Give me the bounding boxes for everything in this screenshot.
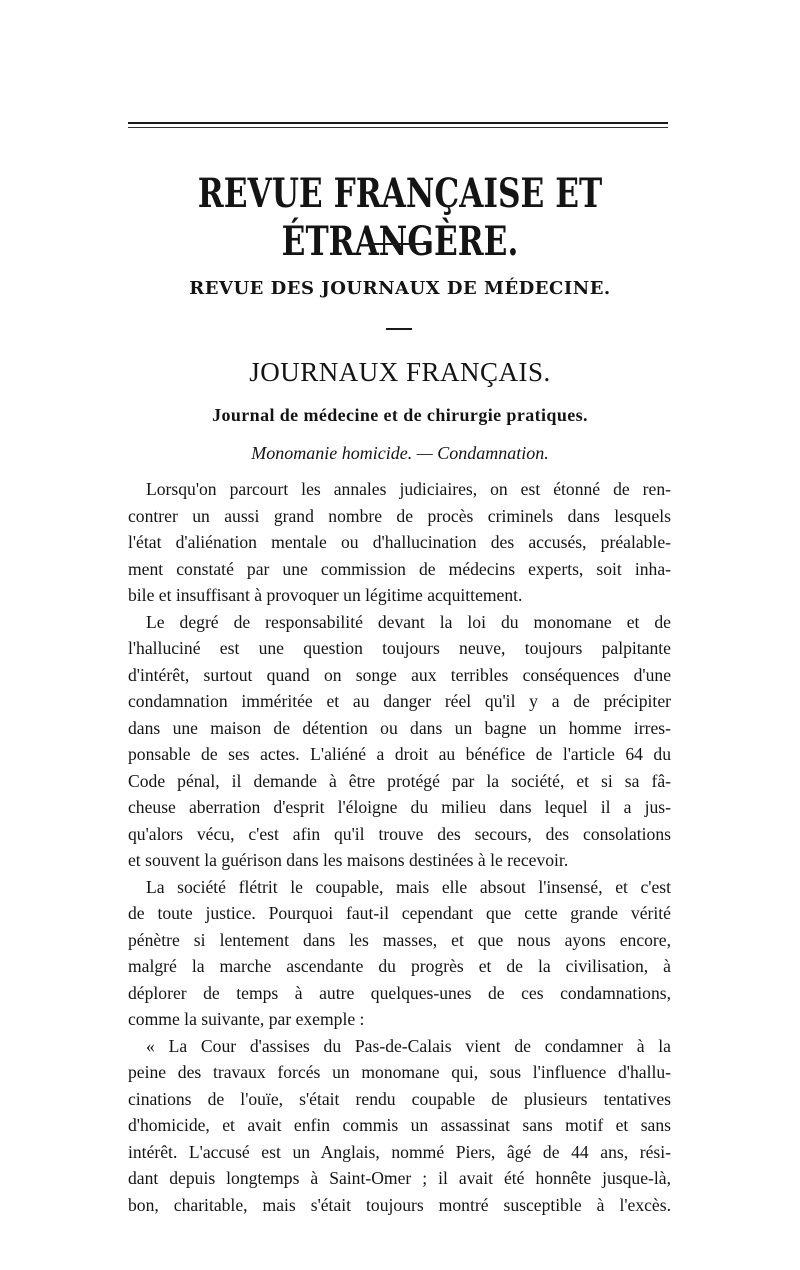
text-line: de toute justice. Pourquoi faut-il cependant que cette grande vérité (128, 903, 671, 923)
text-line: et souvent la guérison dans les maisons destinées à le recevoir. (128, 850, 569, 870)
text-line: condamnation imméritée et au danger réel qu'il y a de précipiter (128, 691, 671, 711)
main-title: REVUE FRANÇAISE ET ÉTRANGÈRE. (197, 170, 603, 265)
article-body (128, 476, 671, 1218)
text-line: l'halluciné est une question toujours neuve, toujours palpitante (128, 638, 671, 658)
header-rule-thin (128, 127, 668, 128)
text-line: dant depuis longtemps à Saint-Omer ; il avait été honnête jusque-là, (128, 1168, 671, 1188)
text-line: comme la suivante, par exemple : (128, 1009, 365, 1029)
text-line: La société flétrit le coupable, mais elle absout l'insensé, et c'est (146, 876, 671, 897)
text-line: peine des travaux forcés un monomane qui, sous l'influence d'hallu- (128, 1062, 671, 1082)
text-line: « La Cour d'assises du Pas-de-Calais vient de condamner à la (146, 1035, 671, 1056)
journal-name: Journal de médecine et de chirurgie pratiques. (212, 405, 588, 425)
text-line: pénètre si lentement dans les masses, et que nous ayons encore, (128, 929, 671, 950)
text-line: contrer un aussi grand nombre de procès criminels dans lesquels (128, 505, 671, 526)
text-line: Lorsqu'on parcourt les annales judiciaires, on est étonné de ren- (146, 479, 671, 499)
title-separator (370, 243, 430, 245)
journals-title: JOURNAUX FRANÇAIS. (249, 357, 551, 387)
text-line: déplorer de temps à autre quelques-unes de ces condamnations, (128, 982, 671, 1003)
text-line: cinations de l'ouïe, s'était rendu coupable de plusieurs tentatives (128, 1088, 671, 1109)
text-line: d'intérêt, surtout quand on songe aux terribles conséquences d'une (128, 664, 671, 685)
text-line: l'état d'aliénation mentale ou d'hallucination des accusés, préalable- (128, 532, 671, 552)
text-line: ment constaté par une commission de médecins experts, soit inha- (128, 558, 671, 579)
text-line: d'homicide, et avait enfin commis un assassinat sans motif et sans (128, 1115, 671, 1135)
text-line: Le degré de responsabilité devant la loi du monomane et de (146, 611, 671, 632)
article-title: Monomanie homicide. — Condamnation. (251, 443, 549, 463)
section-title: REVUE DES JOURNAUX DE MÉDECINE. (189, 278, 611, 299)
text-line: cheuse aberration d'esprit l'éloigne du milieu dans lequel il a jus- (128, 797, 671, 817)
text-line: malgré la marche ascendante du progrès et de la civilisation, à (128, 956, 671, 976)
text-line: intérêt. L'accusé est un Anglais, nommé Piers, âgé de 44 ans, rési- (128, 1141, 671, 1162)
text-line: bile et insuffisant à provoquer un légitime acquittement. (128, 585, 523, 605)
section-separator (386, 328, 412, 330)
text-line: bon, charitable, mais s'était toujours montré susceptible à l'excès. (128, 1194, 671, 1215)
text-line: dans une maison de détention ou dans un bagne un homme irres- (128, 717, 671, 738)
text-line: ponsable de ses actes. L'aliéné a droit au bénéfice de l'article 64 du (128, 744, 671, 764)
header-rule-thick (128, 122, 668, 124)
text-line: qu'alors vécu, c'est afin qu'il trouve des secours, des consolations (128, 823, 671, 844)
text-line: Code pénal, il demande à être protégé par la société, et si sa fâ- (128, 770, 671, 791)
